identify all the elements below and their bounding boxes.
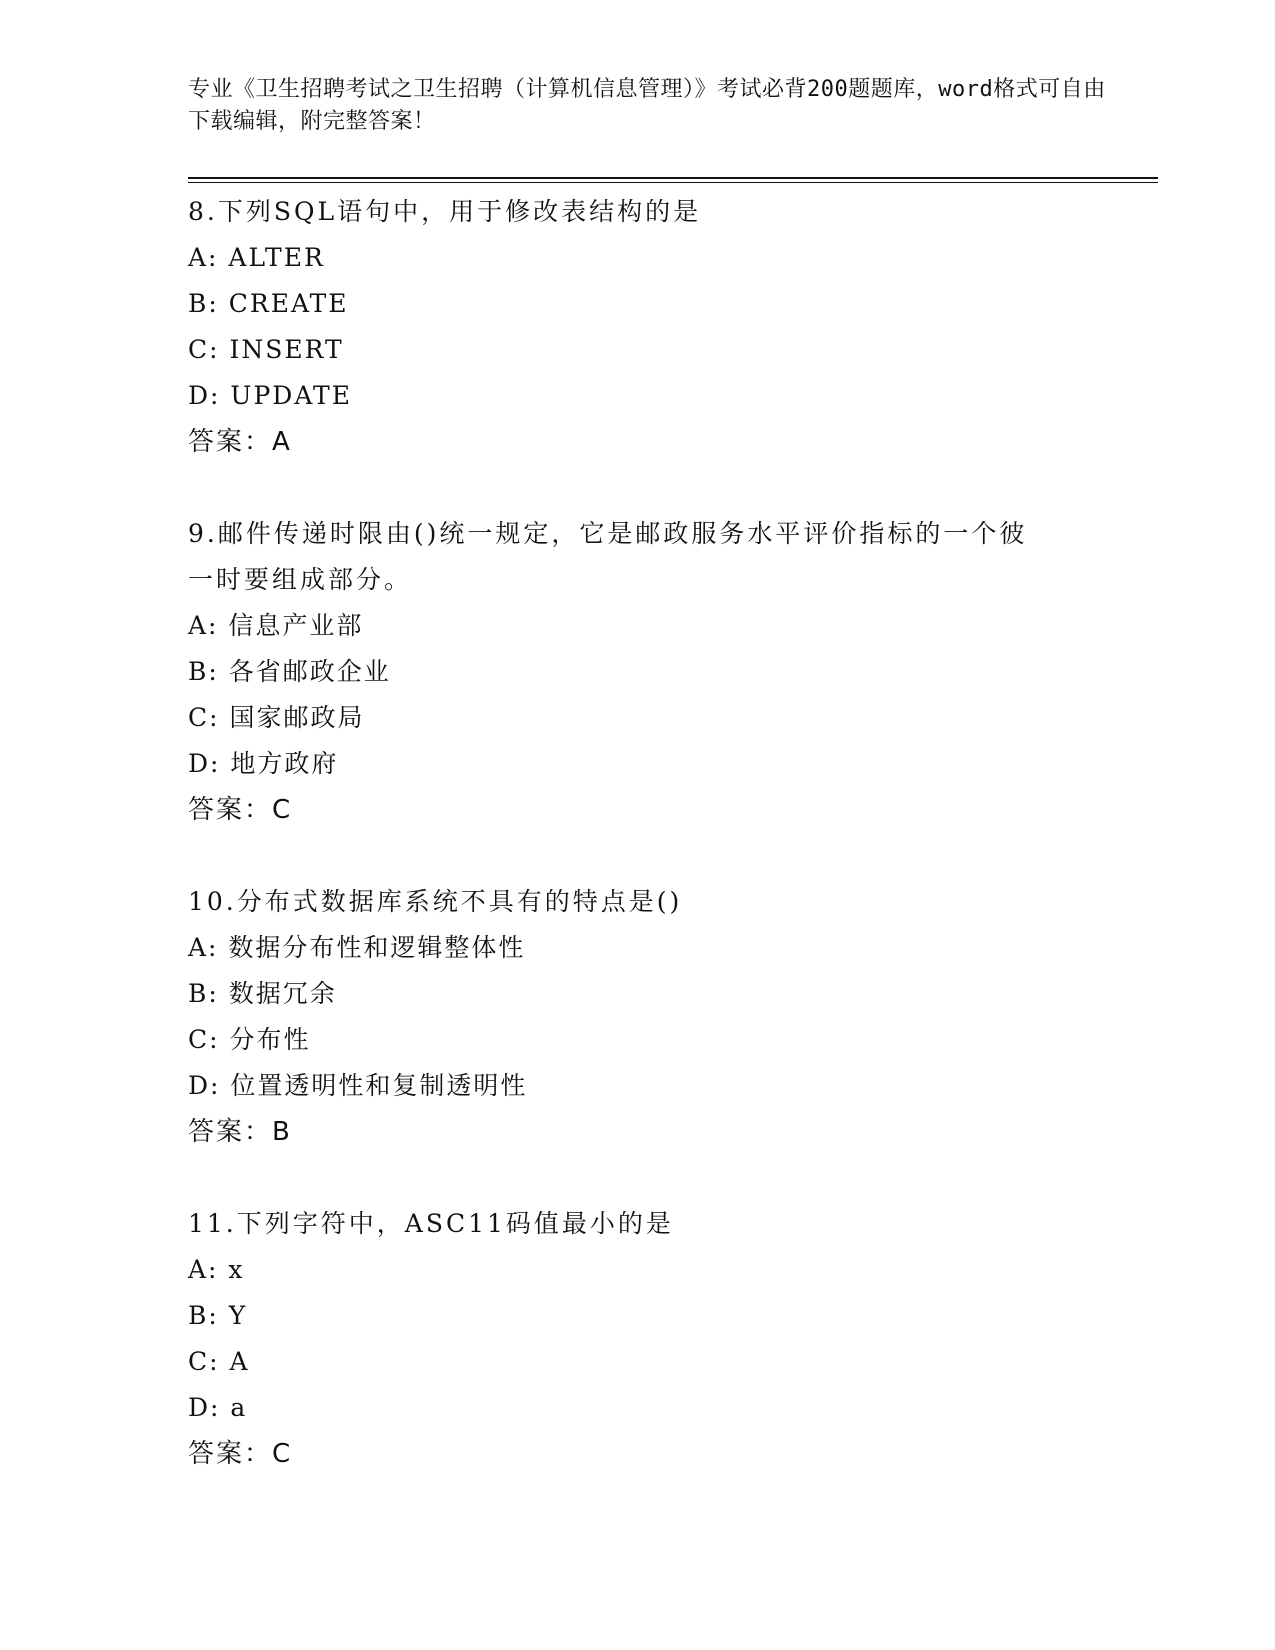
option-a: A: 数据分布性和逻辑整体性	[188, 933, 526, 962]
option-d: D: a	[188, 1393, 248, 1422]
question-9	[188, 511, 1068, 833]
option-b: B: Y	[188, 1301, 248, 1330]
option-c: C: 分布性	[188, 1025, 311, 1054]
header-divider-thin	[188, 182, 1158, 183]
option-a: A: ALTER	[188, 243, 325, 272]
question-11	[188, 1201, 1068, 1477]
question-list	[188, 189, 1068, 1523]
document-header: 专业《卫生招聘考试之卫生招聘（计算机信息管理）》考试必背200题题库，word格式可自由下载编辑，附完整答案！	[188, 77, 1106, 134]
option-d: D: 地方政府	[188, 749, 339, 778]
question-text: 9.邮件传递时限由()统一规定，它是邮政服务水平评价指标的一个彼	[188, 519, 1028, 548]
answer-text: 答案：A	[188, 427, 292, 457]
option-c: C: A	[188, 1347, 250, 1376]
option-b: B: CREATE	[188, 289, 349, 318]
answer-text: 答案：B	[188, 1117, 292, 1147]
header-divider-thick	[188, 177, 1158, 179]
option-c: C: 国家邮政局	[188, 703, 365, 732]
question-8	[188, 189, 1068, 465]
option-c: C: INSERT	[188, 335, 344, 364]
option-d: D: UPDATE	[188, 381, 352, 410]
answer-text: 答案：C	[188, 1439, 293, 1469]
option-d: D: 位置透明性和复制透明性	[188, 1071, 528, 1100]
question-text: 10.分布式数据库系统不具有的特点是()	[188, 887, 683, 916]
question-text-continued: 一时要组成部分。	[188, 565, 413, 594]
option-a: A: x	[188, 1255, 245, 1284]
option-a: A: 信息产业部	[188, 611, 364, 640]
option-b: B: 数据冗余	[188, 979, 337, 1008]
question-10	[188, 879, 1068, 1155]
answer-text: 答案：C	[188, 795, 293, 825]
question-text: 8.下列SQL语句中，用于修改表结构的是	[188, 197, 702, 226]
question-text: 11.下列字符中，ASC11码值最小的是	[188, 1209, 674, 1238]
option-b: B: 各省邮政企业	[188, 657, 391, 686]
